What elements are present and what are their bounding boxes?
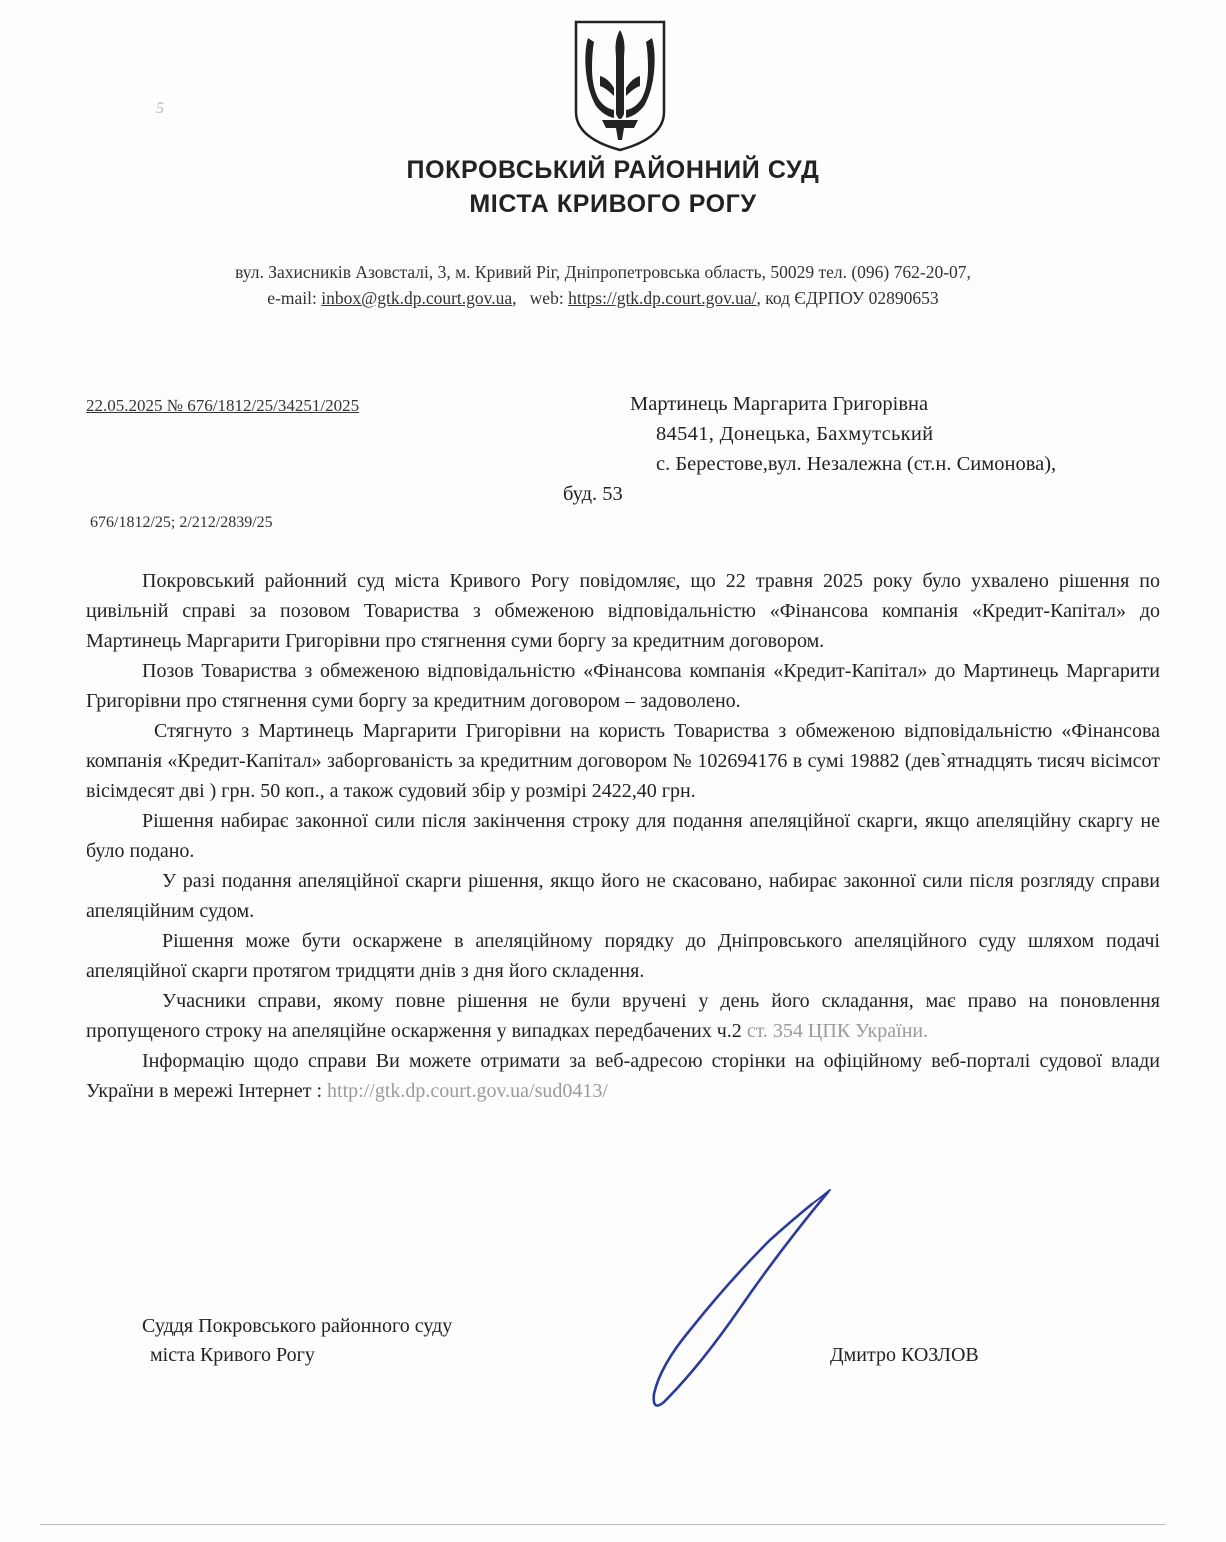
page-bottom-rule xyxy=(40,1524,1166,1525)
paragraph-text: Учасники справи, якому повне рішення не були вручені у день його складання, має право на поновлення пропущеного строку на апеляційне оскарження у випадках передбачених ч.2 xyxy=(86,990,1160,1042)
stray-scan-mark: 5 xyxy=(156,100,164,117)
portal-link[interactable]: http://gtk.dp.court.gov.ua/sud0413/ xyxy=(327,1080,608,1102)
court-contacts: e-mail: inbox@gtk.dp.court.gov.ua, web: https://gtk.dp.court.gov.ua/, код ЄДРПОУ 02890653 xyxy=(267,288,939,308)
handwritten-signature-icon xyxy=(630,1180,850,1420)
addressee-line2: 84541, Донецька, Бахмутський xyxy=(656,423,934,445)
court-name-line2: МІСТА КРИВОГО РОГУ xyxy=(469,190,757,218)
court-address: вул. Захисників Азовсталі, 3, м. Кривий Ріг, Дніпропетровська область, 50029 тел. (096) 762-20-07, xyxy=(235,262,971,282)
body-paragraph: У разі подання апеляційної скарги рішення, якщо його не скасовано, набирає законної сили після розгляду справи апеляційним судом. xyxy=(86,870,1160,922)
judge-title-line1: Суддя Покровського районного суду xyxy=(142,1315,453,1337)
addressee-line3: с. Берестове,вул. Незалежна (ст.н. Симонова), xyxy=(656,453,1057,475)
addressee-name: Мартинець Маргарита Григорівна xyxy=(630,393,929,415)
body-paragraph xyxy=(86,1046,1160,1106)
judge-name: Дмитро КОЗЛОВ xyxy=(830,1344,979,1366)
body-paragraph: Стягнуто з Мартинець Маргарити Григорівни на користь Товариства з обмеженою відповідальністю «Фінансова компанія «Кредит-Капітал» заборгованість за кредитним договором № 102694176 в сумі 19882 (дев`ятнадцять тисяч вісімсот вісімдесят дві ) грн. 50 коп., а також судовий збір у розмірі 2422,40 грн. xyxy=(86,720,1160,802)
body-paragraph: Покровський районний суд міста Кривого Рогу повідомляє, що 22 травня 2025 року було ухвалено рішення по цивільній справі за позовом Товариства з обмеженою відповідальністю «Фінансова компанія «Кредит-Капітал» до Мартинець Маргарити Григорівни про стягнення суми боргу за кредитним договором. xyxy=(86,570,1160,652)
paragraph-text: Інформацію щодо справи Ви можете отримати за веб-адресою сторінки на офіційному веб-порталі судової влади України в мережі Інтернет : xyxy=(86,1050,1160,1102)
body-paragraph xyxy=(86,986,1160,1046)
email-link[interactable]: inbox@gtk.dp.court.gov.ua xyxy=(321,288,513,308)
body-paragraph: Позов Товариства з обмеженою відповідальністю «Фінансова компанія «Кредит-Капітал» до Мартинець Маргарити Григорівни про стягнення суми боргу за кредитним договором – задоволено. xyxy=(86,660,1160,712)
web-link[interactable]: https://gtk.dp.court.gov.ua/ xyxy=(568,288,757,308)
web-label: web: xyxy=(529,288,564,308)
addressee-line4: буд. 53 xyxy=(563,483,623,505)
judge-title-line2: міста Кривого Рогу xyxy=(150,1344,315,1366)
case-reference: 676/1812/25; 2/212/2839/25 xyxy=(90,514,273,531)
email-label: e-mail: xyxy=(267,288,317,308)
paragraph-faded-text: ст. 354 ЦПК України. xyxy=(746,1020,929,1042)
trident-coat-of-arms-icon xyxy=(570,16,670,154)
letter-body xyxy=(86,566,1160,1106)
edrpou-code: , код ЄДРПОУ 02890653 xyxy=(756,288,939,308)
outgoing-reference: 22.05.2025 № 676/1812/25/34251/2025 xyxy=(86,396,360,415)
body-paragraph: Рішення набирає законної сили після закінчення строку для подання апеляційної скарги, якщо апеляційну скаргу не було подано. xyxy=(86,810,1160,862)
court-name-line1: ПОКРОВСЬКИЙ РАЙОННИЙ СУД xyxy=(406,156,820,184)
body-paragraph: Рішення може бути оскаржене в апеляційному порядку до Дніпровського апеляційного суду шляхом подачі апеляційної скарги протягом тридцяти днів з дня його складення. xyxy=(86,930,1160,982)
